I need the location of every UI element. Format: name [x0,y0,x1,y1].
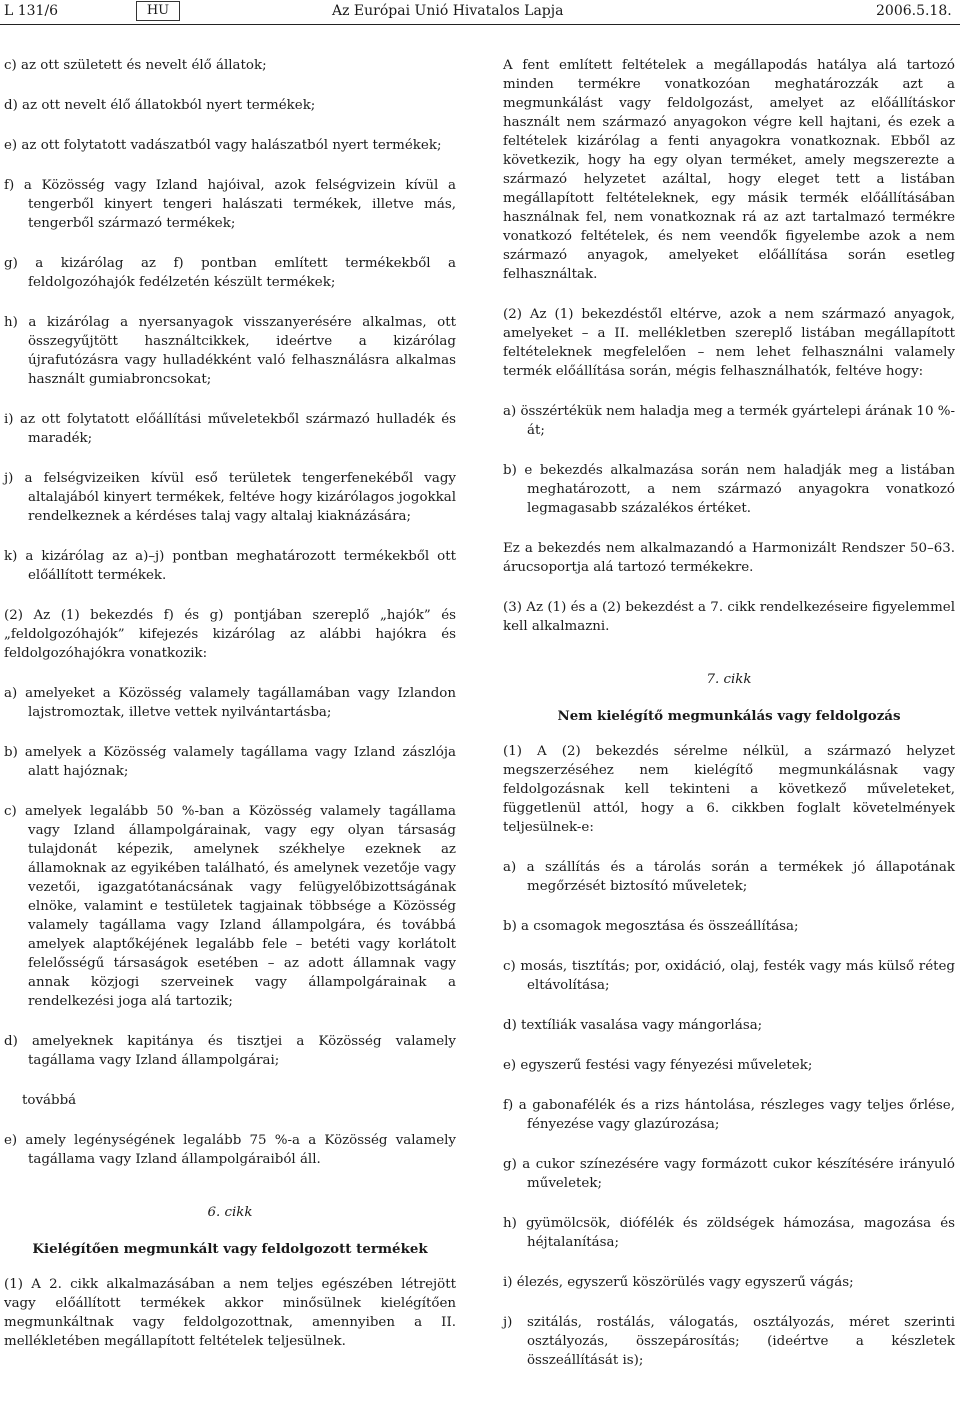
article-6-number: 6. cikk [207,1205,253,1220]
list-item-j: j) a felségvizeiken kívül eső területek tengerfenekéből vagy altalajából kinyert termékek, feltéve hogy kizárólagos jogokkal rendelkeznek a kérdéses talaj vagy altalaj kiaknázására; [4,471,456,524]
list-item-c: c) az ott született és nevelt élő állatok; [4,58,267,73]
publication-date: 2006.5.18. [876,3,952,19]
list-item-g: g) a kizárólag az f) pontban említett termékekből a feldolgozóhajók fedélzetén készült termékek; [4,256,456,290]
operation-item-a: a) a szállítás és a tárolás során a termékek jó állapotának megőrzését biztosító műveletek; [503,860,955,894]
condition-item-b: b) e bekezdés alkalmazása során nem haladják meg a listában meghatározott, a nem származó anyagokra vonatkozó legmagasabb százalékos értéket. [503,463,955,516]
operation-item-f: f) a gabonafélék és a rizs hántolása, részleges vagy teljes őrlése, fényezése vagy glazúrozása; [503,1098,955,1132]
operation-item-i: i) élezés, egyszerű köszörülés vagy egyszerű vágás; [503,1275,854,1290]
paragraph-2: (2) Az (1) bekezdés f) és g) pontjában szereplő „hajók” és „feldolgozóhajók” kifejezés kizárólag az alábbi hajókra és feldolgozóhajókra vonatkozik: [4,608,456,661]
ship-item-e: e) amely legénységének legalább 75 %-a a Közösség valamely tagállama vagy Izland állampolgáraiból áll. [4,1133,456,1167]
left-column [4,56,456,1351]
article-6-paragraph-1: (1) A 2. cikk alkalmazásában a nem teljes egészében létrejött vagy előállított termékek akkor minősülnek kielégítően megmunkáltnak vagy feldolgozottnak, amennyiben a II. mellékletében megállapított feltételek teljesülnek. [4,1277,456,1349]
right-paragraph-1: A fent említett feltételek a megállapodás hatálya alá tartozó minden termékre vonatkozóan meghatározzák azt a megmunkálást vagy feldolgozást, amelyet az előállításkor használt nem származó anyagokon végre kell hajtani, és ezek a feltételek kizárólag a fenti anyagokra vonatkoznak. Ebből az következik, hogy ha egy olyan terméket, amely megszerezte a származó helyzetet azáltal, hogy eleget tett a listában megállapított feltételeknek, egy másik termék előállításában használnak fel, nem vonatkoznak rá az azt tartalmazó termékre vonatkozó feltételek, és nem veendők figyelembe azok a nem származó anyagok, amelyeket előállítása során esetleg felhasználtak. [503,58,955,282]
condition-item-a: a) összértékük nem haladja meg a termék gyártelepi árának 10 %-át; [503,404,955,438]
page-reference: L 131/6 [4,3,59,19]
right-paragraph-3: Ez a bekezdés nem alkalmazandó a Harmonizált Rendszer 50–63. árucsoportja alá tartozó termékekre. [503,541,955,575]
list-item-d: d) az ott nevelt élő állatokból nyert termékek; [4,98,316,113]
operation-item-d: d) textíliák vasalása vagy mángorlása; [503,1018,763,1033]
header-rule [0,24,960,25]
list-item-i: i) az ott folytatott előállítási műveletekből származó hulladék és maradék; [4,412,456,446]
language-badge: HU [136,1,180,21]
operation-item-h: h) gyümölcsök, diófélék és zöldségek hámozása, magozása és héjtalanítása; [503,1216,955,1250]
page-header [0,0,960,24]
right-paragraph-2: (2) Az (1) bekezdéstől eltérve, azok a nem származó anyagok, amelyeket – a II. mellékletben szereplő listában megállapított feltételeknek megfelelően – nem lehet felhasználni valamely termék előállítása során, mégis felhasználhatók, feltéve hogy: [503,307,955,379]
right-paragraph-4: (3) Az (1) és a (2) bekezdést a 7. cikk rendelkezéseire figyelemmel kell alkalmazni. [503,600,955,634]
right-column [503,56,955,1370]
list-item-k: k) a kizárólag az a)–j) pontban meghatározott termékekből ott előállított termékek. [4,549,456,583]
list-item-h: h) a kizárólag a nyersanyagok visszanyerésére alkalmas, ott összegyűjtött használtcikkek, ideértve a kizárólag újrafutózásra vagy hulladékként való felhasználásra alkalmas használt gumiabroncsokat; [4,315,456,387]
operation-item-b: b) a csomagok megosztása és összeállítása; [503,919,799,934]
ship-item-b: b) amelyek a Közösség valamely tagállama vagy Izland zászlója alatt hajóznak; [4,745,456,779]
continuation-word: továbbá [22,1093,77,1108]
article-6-title: Kielégítően megmunkált vagy feldolgozott termékek [32,1241,428,1257]
operation-item-c: c) mosás, tisztítás; por, oxidáció, olaj, festék vagy más külső réteg eltávolítása; [503,959,955,993]
ship-item-c: c) amelyek legalább 50 %-ban a Közösség valamely tagállama vagy Izland állampolgárainak, vagy egy olyan társaság tulajdonát képezik, amelynek székhelye ezeknek az államoknak az egyikében található, és amelynek vezetője vagy vezetői, igazgatótanácsának vagy felügyelőbizottságának elnöke, valamint e testületek tagjainak többsége a Közösség valamely tagállama vagy Izland állampolgára, és továbbá amelyek alaptőkéjének legalább fele – betéti vagy korlátolt felelősségű társaságok esetében – az adott államnak vagy annak közjogi szerveinek vagy állampolgárainak a rendelkezési joga alá tartozik; [4,804,456,1009]
article-7-title: Nem kielégítő megmunkálás vagy feldolgozás [557,708,901,724]
article-7-number: 7. cikk [706,672,752,687]
operation-item-g: g) a cukor színezésére vagy formázott cukor készítésére irányuló műveletek; [503,1157,955,1191]
article-7-paragraph-1: (1) A (2) bekezdés sérelme nélkül, a származó helyzet megszerzéséhez nem kielégítő megmunkálásnak vagy feldolgozásnak kell tekinteni a következő műveleteket, függetlenül attól, hogy a 6. cikkben foglalt követelmények teljesülnek-e: [503,744,955,835]
journal-title: Az Európai Unió Hivatalos Lapja [332,3,564,19]
list-item-f: f) a Közösség vagy Izland hajóival, azok felségvizein kívül a tengerből kinyert tengeri halászati termékek, illetve más, tengerből származó termékek; [4,178,456,231]
ship-item-a: a) amelyeket a Közösség valamely tagállamában vagy Izlandon lajstromoztak, illetve vettek nyilvántartásba; [4,686,456,720]
ship-item-d: d) amelyeknek kapitánya és tisztjei a Közösség valamely tagállama vagy Izland állampolgárai; [4,1034,456,1068]
operation-item-j: j) szitálás, rostálás, válogatás, osztályozás, méret szerinti osztályozás, összepárosítás; (ideértve a készletek összeállítását is); [503,1315,955,1368]
operation-item-e: e) egyszerű festési vagy fényezési műveletek; [503,1058,813,1073]
list-item-e: e) az ott folytatott vadászatból vagy halászatból nyert termékek; [4,138,442,153]
